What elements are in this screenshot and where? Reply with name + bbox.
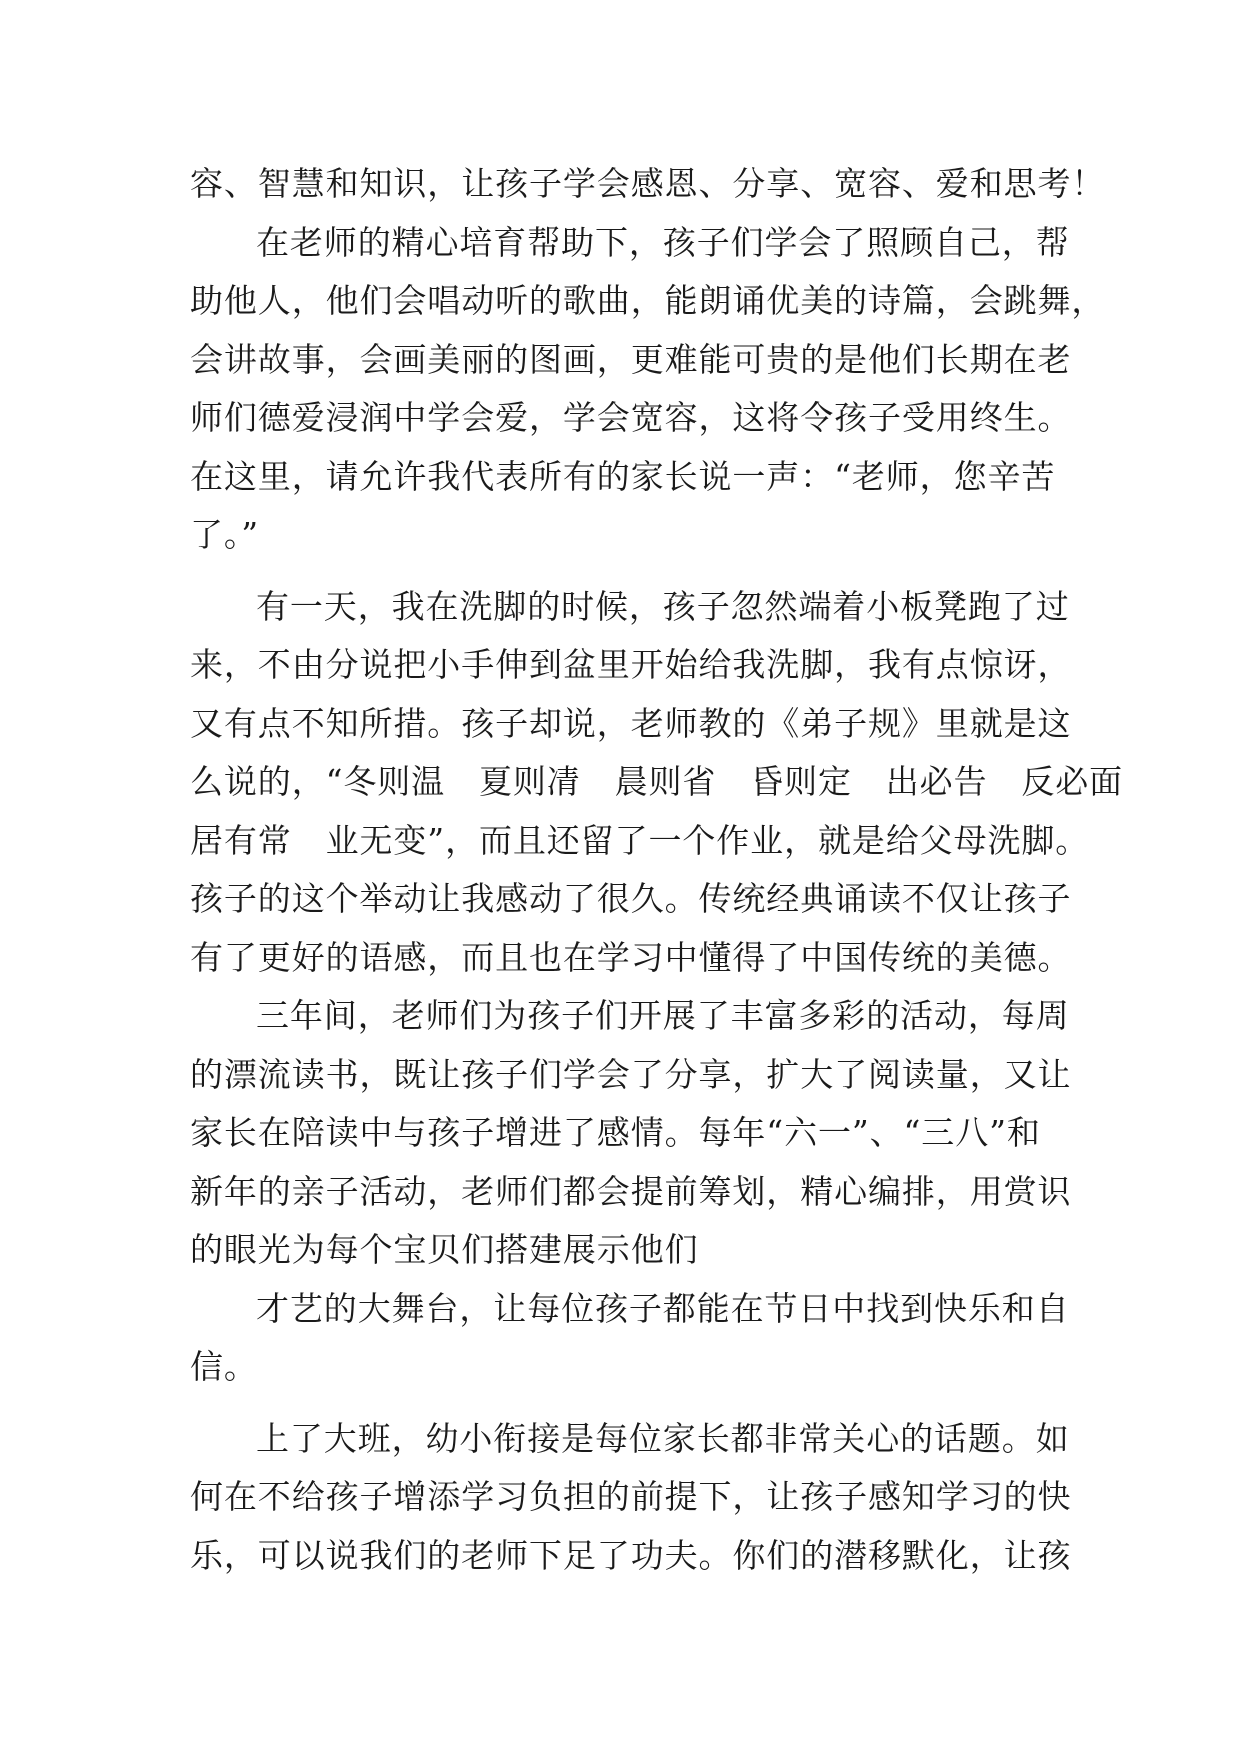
text-line: 何在不给孩子增添学习负担的前提下，让孩子感知学习的快 [190,1477,1072,1516]
text-line: 新年的亲子活动，老师们都会提前筹划，精心编排，用赏识 [190,1171,1072,1211]
paragraph-first-line: 三年间，老师们为孩子们开展了丰富多彩的活动，每周 [256,996,1070,1035]
text-line: 信。 [190,1347,258,1386]
paragraph-first-line: 在老师的精心培育帮助下，孩子们学会了照顾自己，帮 [256,222,1070,262]
text-line: 师们德爱浸润中学会爱，学会宽容，这将令孩子受用终生。 [190,398,1072,437]
text-line: 来，不由分说把小手伸到盆里开始给我洗脚，我有点惊讶， [190,645,1072,684]
text-line: 乐，可以说我们的老师下足了功夫。你们的潜移默化，让孩 [190,1535,1072,1575]
text-line: 家长在陪读中与孩子增进了感情。每年“六一”、“三八”和 [190,1113,1041,1152]
text-line: 会讲故事，会画美丽的图画，更难能可贵的是他们长期在老 [190,339,1072,379]
text-line: 又有点不知所措。孩子却说，老师教的《弟子规》里就是这 [190,703,1072,743]
text-line: 在这里，请允许我代表所有的家长说一声：“老师，您辛苦 [190,456,1056,496]
text-line: 了。” [190,515,260,554]
text-line: 的眼光为每个宝贝们搭建展示他们 [190,1230,699,1269]
text-line: 孩子的这个举动让我感动了很久。传统经典诵读不仅让孩子 [190,879,1072,918]
text-line: 容、智慧和知识，让孩子学会感恩、分享、宽容、爱和思考！ [190,164,1106,203]
paragraph-first-line: 才艺的大舞台，让每位孩子都能在节日中找到快乐和自 [256,1288,1070,1328]
text-line: 居有常 业无变”，而且还留了一个作业，就是给父母洗脚。 [190,820,1090,860]
text-line: 有了更好的语感，而且也在学习中懂得了中国传统的美德。 [190,937,1072,977]
paragraph-first-line: 有一天，我在洗脚的时候，孩子忽然端着小板凳跑了过 [256,586,1070,626]
paragraph-first-line: 上了大班，幼小衔接是每位家长都非常关心的话题。如 [256,1418,1070,1458]
text-line: 助他人，他们会唱动听的歌曲，能朗诵优美的诗篇，会跳舞， [190,281,1106,320]
document-body [190,155,1124,1585]
text-line: 么说的，“冬则温 夏则凊 晨则省 昏则定 出必告 反必面 [190,762,1124,801]
text-line: 的漂流读书，既让孩子们学会了分享，扩大了阅读量，又让 [190,1054,1072,1094]
